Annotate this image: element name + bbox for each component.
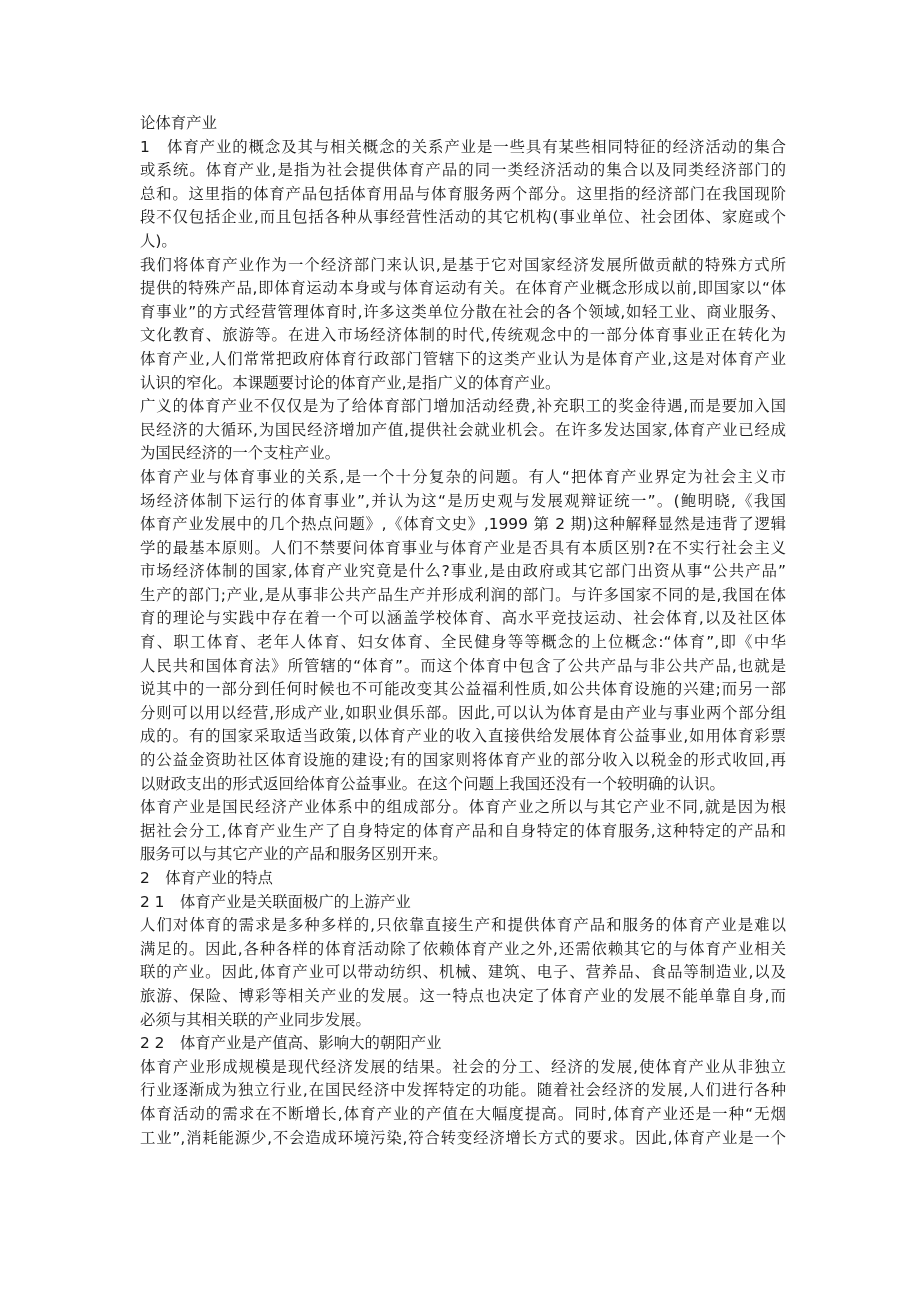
text-line: 认识的窄化。本课题要讨论的体育产业,是指广义的体育产业。 xyxy=(140,373,561,392)
document-title: 论体育产业 xyxy=(140,114,217,132)
text-line: 分则可以用以经营,形成产业,如职业俱乐部。因此,可以认为体育是由产业与事业两个部分组 xyxy=(140,703,786,722)
text-line: 体育产业与体育事业的关系,是一个十分复杂的问题。有人“把体育产业界定为社会主义市 xyxy=(140,467,786,486)
text-line: 联的产业。因此,体育产业可以带动纺织、机械、建筑、电子、营养品、食品等制造业,以及 xyxy=(140,963,786,982)
text-line: 满足的。因此,各种各样的体育活动除了依赖体育产业之外,还需依赖其它的与体育产业相关 xyxy=(140,939,786,958)
text-line: 广义的体育产业不仅仅是为了给体育部门增加活动经费,补充职工的奖金待遇,而是要加入国 xyxy=(140,397,786,416)
text-line: 以财政支出的形式返回给体育公益事业。在这个问题上我国还没有一个较明确的认识。 xyxy=(140,774,725,793)
text-line: 或系统。体育产业,是指为社会提供体育产品的同一类经济活动的集合以及同类经济部门的 xyxy=(140,161,786,180)
text-line: 成的。有的国家采取适当政策,以体育产业的收入直接供给发展体育公益事业,如用体育彩票 xyxy=(140,727,786,746)
text-line: 工业”,消耗能源少,不会造成环境污染,符合转变经济增长方式的要求。因此,体育产业是一个 xyxy=(140,1128,786,1147)
text-line: 我们将体育产业作为一个经济部门来认识,是基于它对国家经济发展所做贡献的特殊方式所 xyxy=(140,255,786,274)
text-line: 育事业”的方式经营管理体育时,许多这类单位分散在社会的各个领域,如轻工业、商业服务、 xyxy=(140,302,786,321)
text-line: 1 体育产业的概念及其与相关概念的关系产业是一些具有某些相同特征的经济活动的集合 xyxy=(140,137,786,156)
text-line: 体育产业形成规模是现代经济发展的结果。社会的分工、经济的发展,使体育产业从非独立 xyxy=(140,1057,786,1076)
document-body xyxy=(140,112,786,1150)
text-line: 人们对体育的需求是多种多样的,只依靠直接生产和提供体育产品和服务的体育产业是难以 xyxy=(140,916,786,935)
text-line: 2 2 体育产业是产值高、影响大的朝阳产业 xyxy=(140,1034,442,1053)
text-line: 为国民经济的一个支柱产业。 xyxy=(140,444,341,463)
text-line: 2 1 体育产业是关联面极广的上游产业 xyxy=(140,892,411,911)
text-line: 文化教育、旅游等。在进入市场经济体制的时代,传统观念中的一部分体育事业正在转化为 xyxy=(140,326,786,345)
text-line: 段不仅包括企业,而且包括各种从事经营性活动的其它机构(事业单位、社会团体、家庭或个 xyxy=(140,208,786,227)
text-line: 民经济的大循环,为国民经济增加产值,提供社会就业机会。在许多发达国家,体育产业已经成 xyxy=(140,420,786,439)
text-line: 说其中的一部分到任何时候也不可能改变其公益福利性质,如公共体育设施的兴建;而另一部 xyxy=(140,680,786,699)
text-line: 生产的部门;产业,是从事非公共产品生产并形成利润的部门。与许多国家不同的是,我国在体 xyxy=(140,585,786,604)
text-line: 必须与其相关联的产业同步发展。 xyxy=(140,1010,371,1029)
text-line: 育的理论与实践中存在着一个可以涵盖学校体育、高水平竞技运动、社会体育,以及社区体 xyxy=(140,609,786,628)
text-line: 据社会分工,体育产业生产了自身特定的体育产品和自身特定的体育服务,这种特定的产品和 xyxy=(140,821,786,840)
text-line: 市场经济体制的国家,体育产业究竟是什么?事业,是由政府或其它部门出资从事“公共产品” xyxy=(140,562,786,581)
text-line: 育、职工体育、老年人体育、妇女体育、全民健身等等概念的上位概念:“体育”,即《中华 xyxy=(140,633,786,652)
text-line: 提供的特殊产品,即体育运动本身或与体育运动有关。在体育产业概念形成以前,即国家以“体 xyxy=(140,279,786,298)
text-line: 旅游、保险、博彩等相关产业的发展。这一特点也决定了体育产业的发展不能单靠自身,而 xyxy=(140,986,786,1005)
text-line: 体育产业,人们常常把政府体育行政部门管辖下的这类产业认为是体育产业,这是对体育产业 xyxy=(140,349,786,368)
text-line: 学的最基本原则。人们不禁要问体育事业与体育产业是否具有本质区别?在不实行社会主义 xyxy=(140,538,786,557)
text-line: 场经济体制下运行的体育事业”,并认为这“是历史观与发展观辩证统一”。(鲍明晓,《我国 xyxy=(140,491,786,510)
text-line: 人)。 xyxy=(140,231,177,250)
text-line: 的公益金资助社区体育设施的建设;有的国家则将体育产业的部分收入以税金的形式收回,再 xyxy=(140,751,786,770)
text-line: 体育活动的需求在不断增长,体育产业的产值在大幅度提高。同时,体育产业还是一种“无烟 xyxy=(140,1104,786,1123)
text-line: 体育产业发展中的几个热点问题》,《体育文史》,1999 第 2 期)这种解释显然是违背了逻辑 xyxy=(140,515,786,534)
text-line: 服务可以与其它产业的产品和服务区别开来。 xyxy=(140,845,448,864)
text-line: 人民共和国体育法》所管辖的“体育”。而这个体育中包含了公共产品与非公共产品,也就是 xyxy=(140,656,786,675)
text-line: 总和。这里指的体育产品包括体育用品与体育服务两个部分。这里指的经济部门在我国现阶 xyxy=(140,184,786,203)
text-line: 行业逐渐成为独立行业,在国民经济中发挥特定的功能。随着社会经济的发展,人们进行各种 xyxy=(140,1081,786,1100)
text-line: 2 体育产业的特点 xyxy=(140,869,273,887)
text-line: 体育产业是国民经济产业体系中的组成部分。体育产业之所以与其它产业不同,就是因为根 xyxy=(140,798,786,817)
